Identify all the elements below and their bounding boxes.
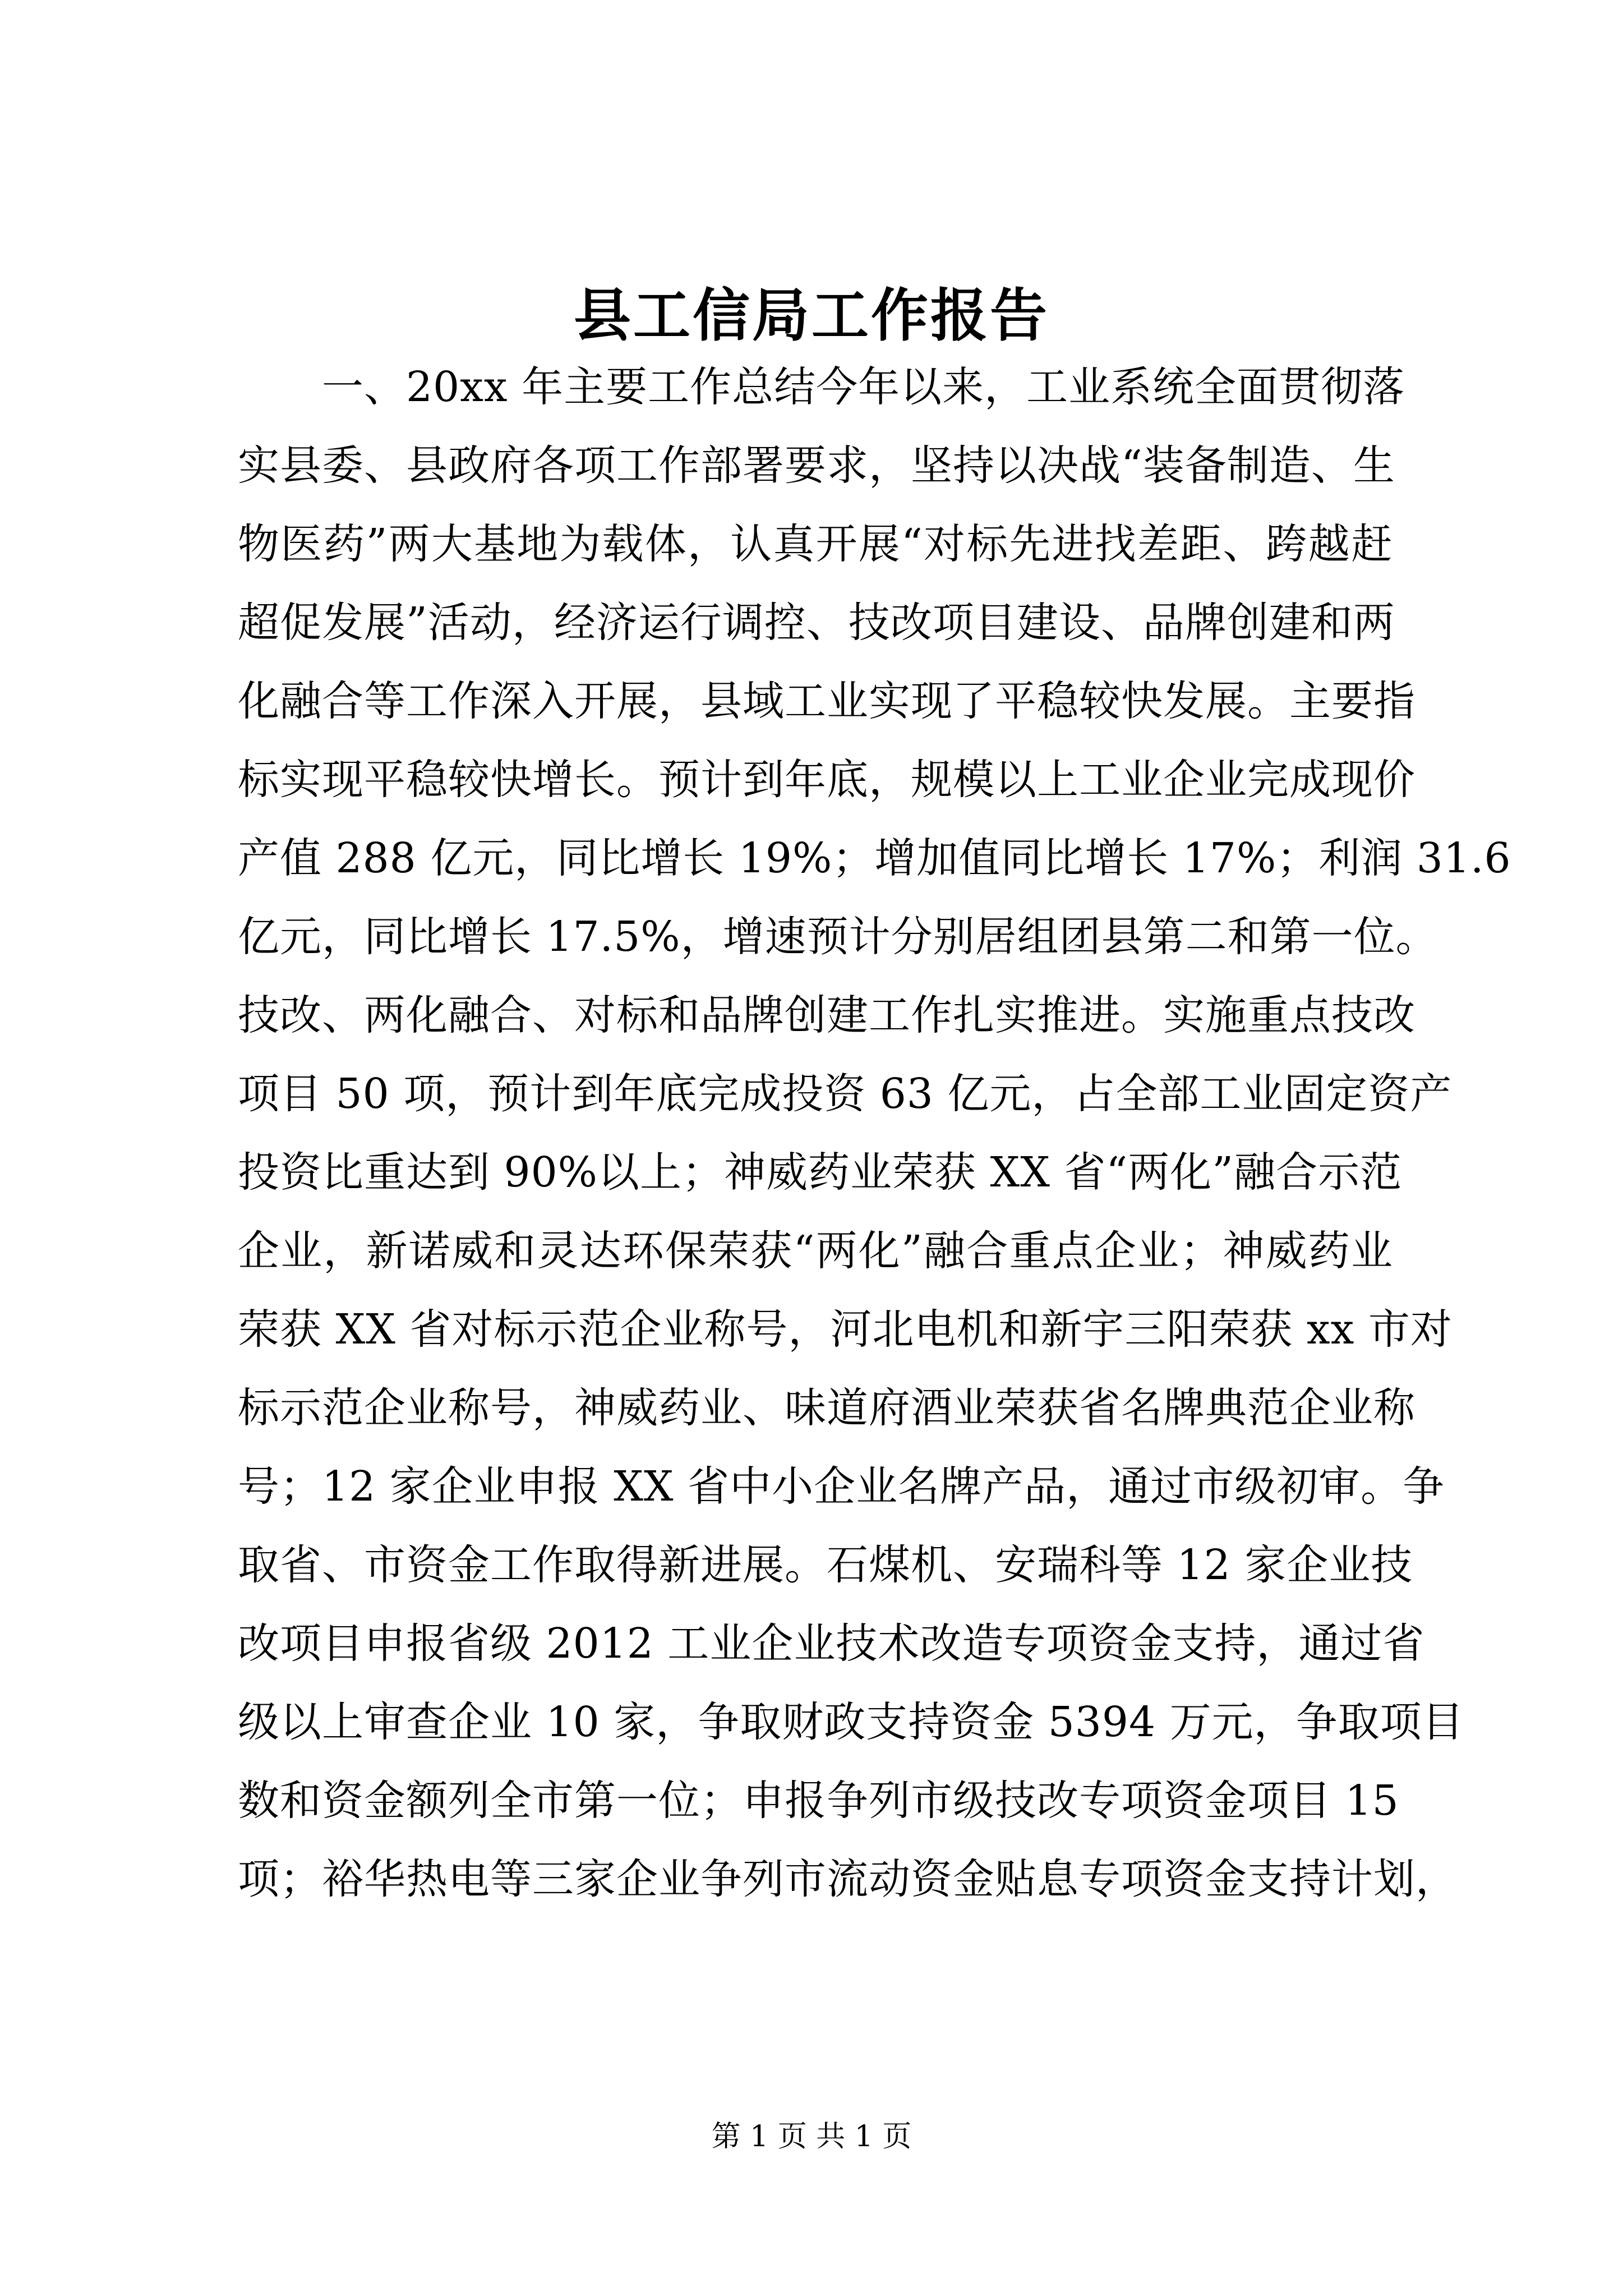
body-line: 企业，新诺威和灵达环保荣获“两化”融合重点企业；神威药业 — [238, 1227, 1393, 1275]
body-line: 产值 288 亿元，同比增长 19%；增加值同比增长 17%；利润 31.6 — [238, 834, 1511, 882]
document-title: 县工信局工作报告 — [574, 282, 1049, 349]
body-line: 数和资金额列全市第一位；申报争列市级技改专项资金项目 15 — [238, 1777, 1399, 1825]
body-line: 项；裕华热电等三家企业争列市流动资金贴息专项资金支持计划， — [238, 1855, 1458, 1903]
body-line: 实县委、县政府各项工作部署要求，坚持以决战“装备制造、生 — [238, 441, 1395, 490]
body-line: 物医药”两大基地为载体，认真开展“对标先进找差距、跨越赶 — [238, 520, 1393, 568]
document-body — [238, 348, 1511, 1918]
body-line: 投资比重达到 90%以上；神威药业荣获 XX 省“两化”融合示范 — [238, 1148, 1403, 1197]
body-line: 亿元，同比增长 17.5%，增速预计分别居组团县第二和第一位。 — [238, 913, 1438, 961]
body-line: 超促发展”活动，经济运行调控、技改项目建设、品牌创建和两 — [238, 599, 1395, 647]
body-line: 标示范企业称号，神威药业、味道府酒业荣获省名牌典范企业称 — [238, 1384, 1415, 1432]
body-line: 改项目申报省级 2012 工业企业技术改造专项资金支持，通过省 — [238, 1619, 1425, 1668]
body-line: 化融合等工作深入开展，县域工业实现了平稳较快发展。主要指 — [238, 677, 1415, 725]
page-footer: 第 1 页 共 1 页 — [711, 2120, 912, 2154]
body-line: 标实现平稳较快增长。预计到年底，规模以上工业企业完成现价 — [238, 756, 1415, 804]
body-line: 技改、两化融合、对标和品牌创建工作扎实推进。实施重点技改 — [238, 991, 1415, 1039]
body-line: 级以上审查企业 10 家，争取财政支持资金 5394 万元，争取项目 — [238, 1698, 1464, 1746]
body-line: 项目 50 项，预计到年底完成投资 63 亿元，占全部工业固定资产 — [238, 1070, 1453, 1118]
body-line: 号；12 家企业申报 XX 省中小企业名牌产品，通过市级初审。争 — [238, 1462, 1445, 1511]
body-line: 一、20xx 年主要工作总结今年以来，工业系统全面贯彻落 — [322, 363, 1405, 411]
body-line: 取省、市资金工作取得新进展。石煤机、安瑞科等 12 家企业技 — [238, 1541, 1413, 1589]
body-line: 荣获 XX 省对标示范企业称号，河北电机和新宇三阳荣获 xx 市对 — [238, 1305, 1453, 1354]
